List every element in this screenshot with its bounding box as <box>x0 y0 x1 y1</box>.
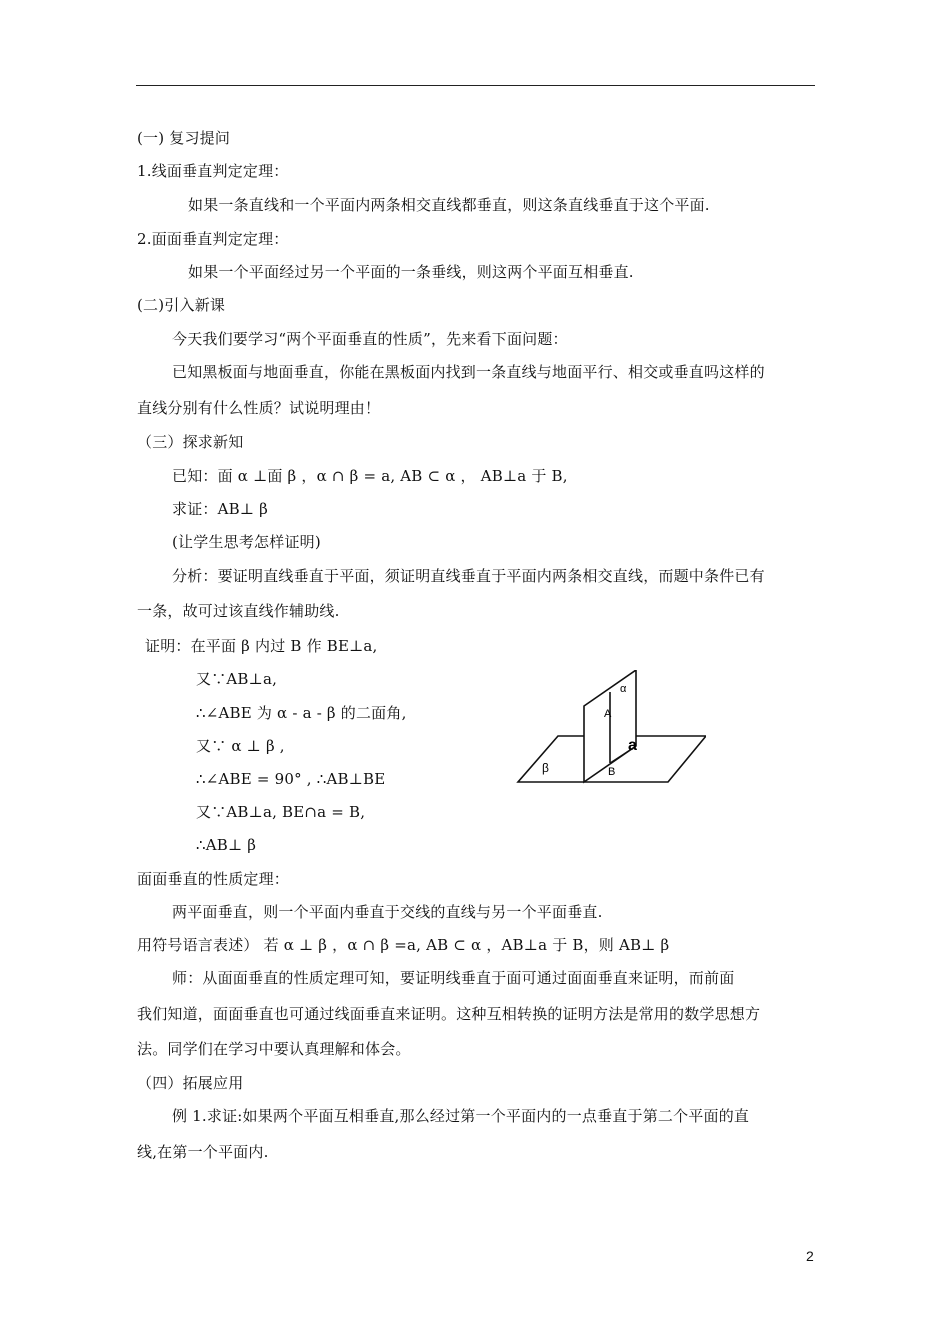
proof-line: 证明：在平面 β 内过 B 作 BE⊥a, <box>145 637 378 655</box>
paragraph-line: 师：从面面垂直的性质定理可知，要证明线垂直于面可通过面面垂直来证明，而前面 <box>172 969 735 987</box>
perpendicular-planes-figure <box>516 670 706 790</box>
example-line: 线,在第一个平面内. <box>137 1143 269 1161</box>
theorem-title-property: 面面垂直的性质定理： <box>137 870 290 888</box>
paragraph-line: 今天我们要学习“两个平面垂直的性质”，先来看下面问题： <box>172 330 568 348</box>
prove-statement: 求证：AB⊥ β <box>172 500 269 518</box>
paragraph-line: 直线分别有什么性质？试说明理由！ <box>137 399 381 417</box>
label-beta: β <box>542 761 549 775</box>
proof-line: 又∵AB⊥a, BE∩a = B, <box>196 803 366 821</box>
example-line: 例 1.求证:如果两个平面互相垂直,那么经过第一个平面内的一点垂直于第二个平面的直 <box>172 1107 750 1125</box>
theorem-title-plane-plane: 2.面面垂直判定定理： <box>137 230 289 248</box>
analysis-line: 分析：要证明直线垂直于平面，须证明直线垂直于平面内两条相交直线，而题中条件已有 <box>172 567 765 585</box>
header-rule <box>136 85 815 86</box>
label-alpha: α <box>620 683 627 695</box>
paragraph-line: 法。同学们在学习中要认真理解和体会。 <box>137 1040 411 1058</box>
section-heading-explore: （三）探求新知 <box>137 433 244 451</box>
paragraph-line: 我们知道，面面垂直也可通过线面垂直来证明。这种互相转换的证明方法是常用的数学思想方 <box>137 1005 761 1023</box>
paragraph-line: (让学生思考怎样证明) <box>172 533 321 551</box>
proof-line: ∴∠ABE 为 α - a - β 的二面角, <box>196 704 407 722</box>
analysis-line: 一条，故可过该直线作辅助线. <box>137 602 340 620</box>
perpendicular-planes-diagram <box>516 670 706 790</box>
proof-line: ∴∠ABE = 90° , ∴AB⊥BE <box>196 770 386 788</box>
paragraph-line: 已知黑板面与地面垂直，你能在黑板面内找到一条直线与地面平行、相交或垂直吗这样的 <box>172 363 765 381</box>
section-heading-extension: （四）拓展应用 <box>137 1074 244 1092</box>
proof-line: 又∵AB⊥a, <box>196 670 278 688</box>
label-B: B <box>608 766 616 778</box>
theorem-text-plane-plane: 如果一个平面经过另一个平面的一条垂线，则这两个平面互相垂直. <box>188 263 634 281</box>
theorem-text-property: 两平面垂直，则一个平面内垂直于交线的直线与另一个平面垂直. <box>172 903 603 921</box>
section-heading-review: (一) 复习提问 <box>137 129 231 147</box>
given-statement: 已知：面 α ⊥面 β ，α ∩ β = a, AB ⊂ α ， AB⊥a 于 B, <box>172 467 568 485</box>
label-a: a <box>628 737 637 754</box>
symbolic-statement: 用符号语言表述） 若 α ⊥ β ，α ∩ β =a, AB ⊂ α ，AB⊥a 于 B，则 AB⊥ β <box>137 936 670 954</box>
proof-line: ∴AB⊥ β <box>196 836 257 854</box>
label-A: A <box>604 708 612 720</box>
proof-line: 又∵ α ⊥ β , <box>196 737 285 755</box>
theorem-text-line-plane: 如果一条直线和一个平面内两条相交直线都垂直，则这条直线垂直于这个平面. <box>188 196 710 214</box>
theorem-title-line-plane: 1.线面垂直判定定理： <box>137 162 289 180</box>
page-number: 2 <box>806 1248 814 1264</box>
section-heading-intro: (二)引入新课 <box>137 296 226 314</box>
